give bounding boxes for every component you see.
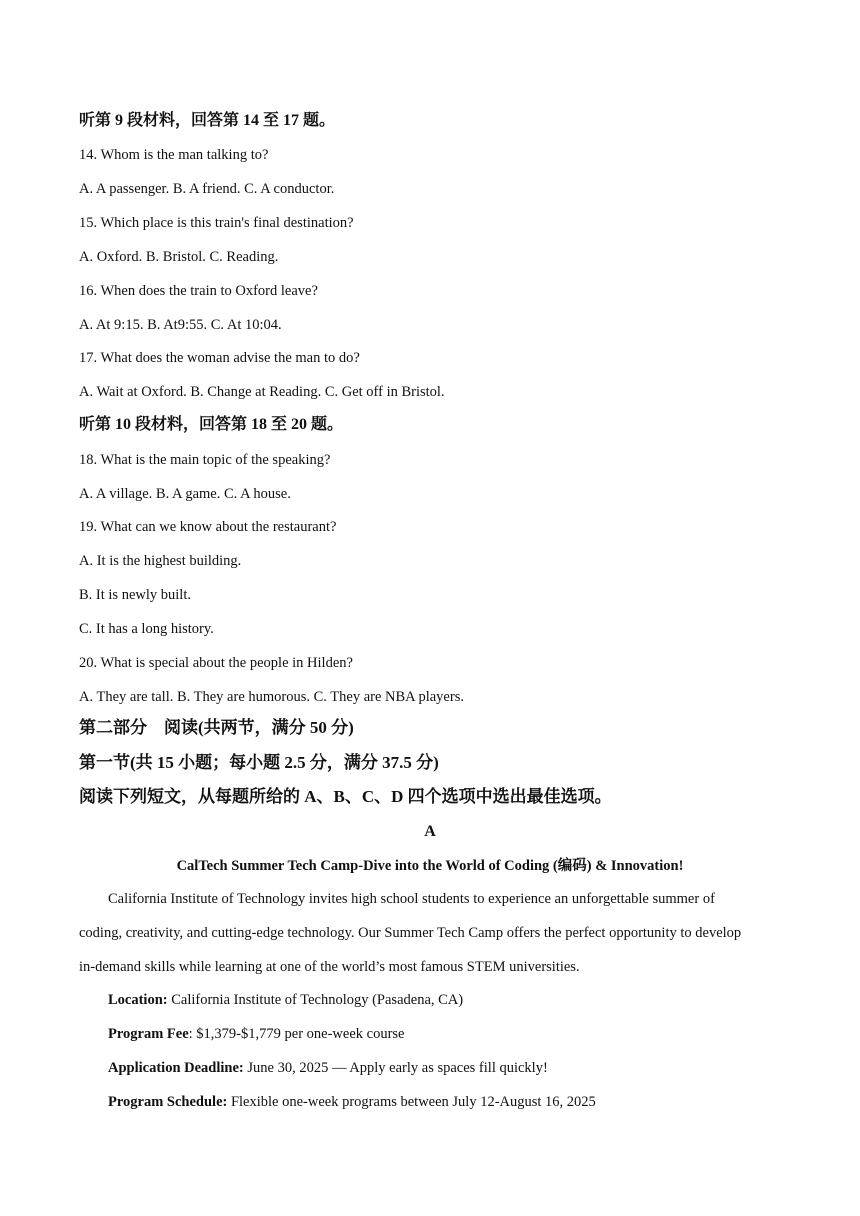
- question-17-options: A. Wait at Oxford. B. Change at Reading. C. Get off in Bristol.: [79, 384, 445, 400]
- schedule-label: Program Schedule:: [108, 1094, 228, 1110]
- question-20: 20. What is special about the people in Hilden?: [79, 655, 353, 671]
- location-label: Location:: [108, 992, 168, 1008]
- part2-section1-heading: 第一节(共 15 小题；每小题 2.5 分，满分 37.5 分): [79, 753, 439, 772]
- deadline-label: Application Deadline:: [108, 1060, 244, 1076]
- question-19-option-a: A. It is the highest building.: [79, 553, 242, 569]
- question-15: 15. Which place is this train's final destination?: [79, 215, 354, 231]
- question-15-options: A. Oxford. B. Bristol. C. Reading.: [79, 249, 279, 265]
- passage-paragraph-line-3: in-demand skills while learning at one of the world’s most famous STEM universities.: [79, 959, 580, 975]
- question-14: 14. Whom is the man talking to?: [79, 147, 269, 163]
- question-16: 16. When does the train to Oxford leave?: [79, 283, 318, 299]
- question-19-option-c: C. It has a long history.: [79, 621, 214, 637]
- schedule-value: Flexible one-week programs between July 12-August 16, 2025: [227, 1094, 596, 1110]
- question-19-option-b: B. It is newly built.: [79, 587, 191, 603]
- passage-paragraph-line-1: California Institute of Technology invites high school students to experience an unforgettable summer of: [108, 891, 715, 907]
- question-20-options: A. They are tall. B. They are humorous. C. They are NBA players.: [79, 689, 464, 705]
- question-18: 18. What is the main topic of the speaking?: [79, 452, 331, 468]
- location-line: [108, 991, 463, 1009]
- question-18-options: A. A village. B. A game. C. A house.: [79, 486, 291, 502]
- deadline-line: [108, 1059, 548, 1077]
- section9-heading: 听第 9 段材料，回答第 14 至 17 题。: [79, 112, 336, 129]
- deadline-value: June 30, 2025 — Apply early as spaces fill quickly!: [243, 1060, 548, 1076]
- question-17: 17. What does the woman advise the man to do?: [79, 350, 360, 366]
- passage-title: CalTech Summer Tech Camp-Dive into the World of Coding (编码) & Innovation!: [176, 858, 684, 874]
- reading-instruction: 阅读下列短文，从每题所给的 A、B、C、D 四个选项中选出最佳选项。: [79, 787, 612, 806]
- fee-value: : $1,379-$1,779 per one-week course: [188, 1026, 405, 1042]
- question-16-options: A. At 9:15. B. At9:55. C. At 10:04.: [79, 317, 282, 333]
- section10-heading: 听第 10 段材料，回答第 18 至 20 题。: [79, 416, 344, 433]
- fee-line: [108, 1025, 404, 1043]
- location-value: California Institute of Technology (Pasadena, CA): [167, 992, 464, 1008]
- part2-heading: 第二部分 阅读(共两节，满分 50 分): [79, 718, 354, 737]
- passage-letter: A: [424, 823, 436, 840]
- fee-label: Program Fee: [108, 1026, 189, 1042]
- question-14-options: A. A passenger. B. A friend. C. A conductor.: [79, 181, 335, 197]
- schedule-line: [108, 1093, 596, 1111]
- passage-paragraph-line-2: coding, creativity, and cutting-edge technology. Our Summer Tech Camp offers the perfect opportunity to develop: [79, 925, 742, 941]
- question-19: 19. What can we know about the restaurant?: [79, 519, 337, 535]
